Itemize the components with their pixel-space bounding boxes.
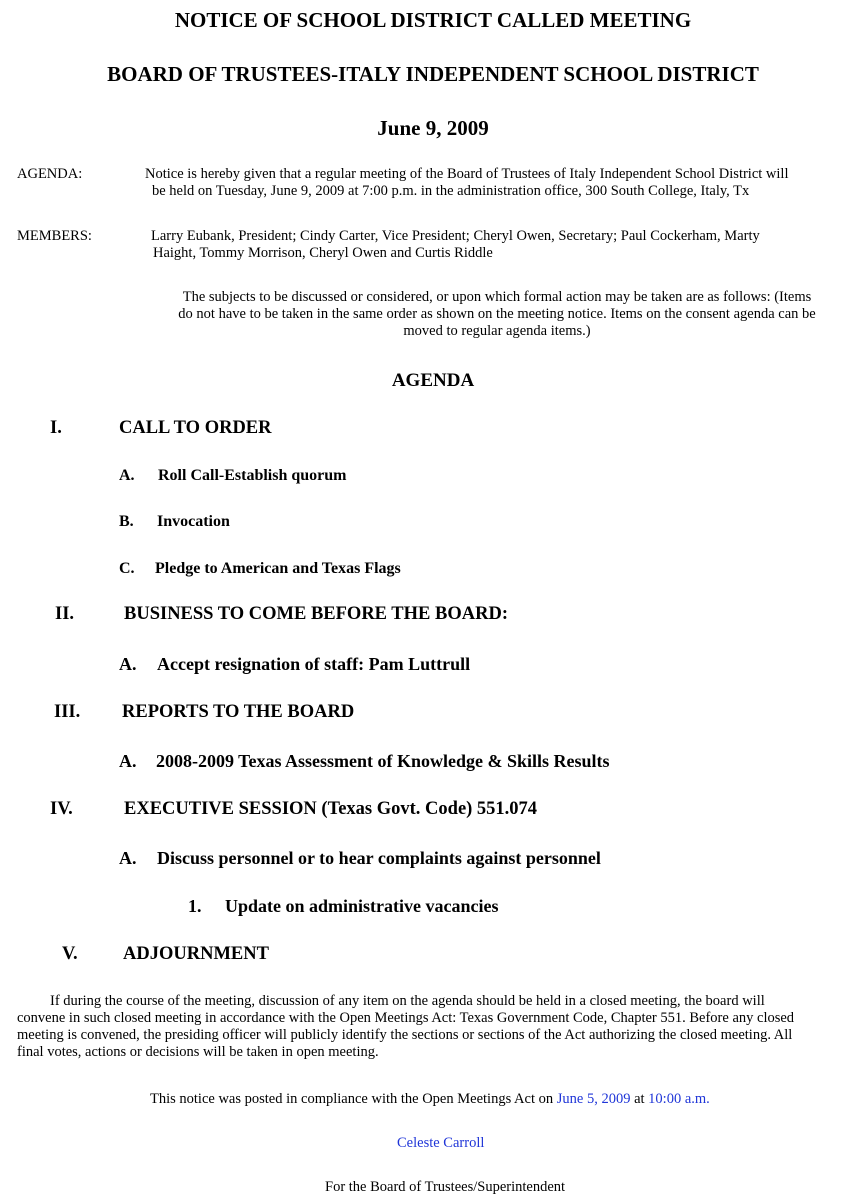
item-1b-letter: B. xyxy=(119,513,134,530)
closed-meeting-line4: final votes, actions or decisions will be taken in open meeting. xyxy=(17,1044,379,1060)
closed-meeting-line1: If during the course of the meeting, discussion of any item on the agenda should be held in a closed meeting, the board will xyxy=(50,993,765,1009)
item-1a-letter: A. xyxy=(119,467,135,484)
section-1-number: I. xyxy=(50,418,62,438)
item-1b-text: Invocation xyxy=(157,513,230,530)
posted-date: June 5, 2009 xyxy=(556,1091,631,1107)
agenda-heading: AGENDA xyxy=(391,370,475,391)
posted-time: 10:00 a.m. xyxy=(648,1091,710,1107)
item-2a-letter: A. xyxy=(119,654,137,674)
posted-middle: at xyxy=(630,1091,649,1107)
item-4a1-number: 1. xyxy=(188,896,202,916)
members-line1: Larry Eubank, President; Cindy Carter, Vice President; Cheryl Owen, Secretary; Paul Cockerham, Marty xyxy=(151,228,760,244)
document-title: NOTICE OF SCHOOL DISTRICT CALLED MEETING xyxy=(174,8,692,32)
section-4-number: IV. xyxy=(50,799,73,819)
section-4-title: EXECUTIVE SESSION (Texas Govt. Code) 551.074 xyxy=(124,799,538,819)
members-line2: Haight, Tommy Morrison, Cheryl Owen and Curtis Riddle xyxy=(153,245,493,261)
item-4a-letter: A. xyxy=(119,848,137,868)
section-5-title: ADJOURNMENT xyxy=(123,944,269,964)
item-4a-text: Discuss personnel or to hear complaints against personnel xyxy=(157,848,601,868)
subjects-line2: do not have to be taken in the same order as shown on the meeting notice. Items on the consent agenda can be xyxy=(178,306,816,322)
agenda-notice-line2: be held on Tuesday, June 9, 2009 at 7:00 p.m. in the administration office, 300 South College, Italy, Tx xyxy=(152,183,750,199)
item-1c-text: Pledge to American and Texas Flags xyxy=(155,560,401,577)
agenda-label: AGENDA: xyxy=(17,166,83,182)
section-2-title: BUSINESS TO COME BEFORE THE BOARD: xyxy=(124,604,508,624)
item-3a-text: 2008-2009 Texas Assessment of Knowledge & Skills Results xyxy=(156,751,610,771)
item-3a-letter: A. xyxy=(119,751,137,771)
item-4a1-text: Update on administrative vacancies xyxy=(225,896,499,916)
signature-name: Celeste Carroll xyxy=(397,1135,485,1151)
item-1a-text: Roll Call-Establish quorum xyxy=(158,467,347,484)
item-1c-letter: C. xyxy=(119,560,135,577)
posted-prefix: This notice was posted in compliance with the Open Meetings Act on xyxy=(150,1091,557,1107)
section-3-number: III. xyxy=(54,702,81,722)
section-2-number: II. xyxy=(55,604,75,624)
section-5-number: V. xyxy=(62,944,78,964)
item-2a-text: Accept resignation of staff: Pam Luttrull xyxy=(157,654,471,674)
agenda-notice-line1: Notice is hereby given that a regular meeting of the Board of Trustees of Italy Independent School District will xyxy=(145,166,789,182)
subjects-line3: moved to regular agenda items.) xyxy=(403,323,591,339)
district-title: BOARD OF TRUSTEES-ITALY INDEPENDENT SCHOOL DISTRICT xyxy=(107,62,759,86)
members-label: MEMBERS: xyxy=(17,228,92,244)
posted-notice xyxy=(150,1091,710,1108)
meeting-date: June 9, 2009 xyxy=(377,116,489,140)
section-3-title: REPORTS TO THE BOARD xyxy=(122,702,355,722)
signature-role: For the Board of Trustees/Superintendent xyxy=(325,1179,566,1195)
closed-meeting-line3: meeting is convened, the presiding officer will publicly identify the sections or sections of the Act authorizing the closed meeting. All xyxy=(17,1027,793,1043)
section-1-title: CALL TO ORDER xyxy=(119,418,272,438)
closed-meeting-line2: convene in such closed meeting in accordance with the Open Meetings Act: Texas Government Code, Chapter 551. Before any closed xyxy=(17,1010,795,1026)
subjects-line1: The subjects to be discussed or considered, or upon which formal action may be taken are as follows: (Items xyxy=(182,289,812,305)
